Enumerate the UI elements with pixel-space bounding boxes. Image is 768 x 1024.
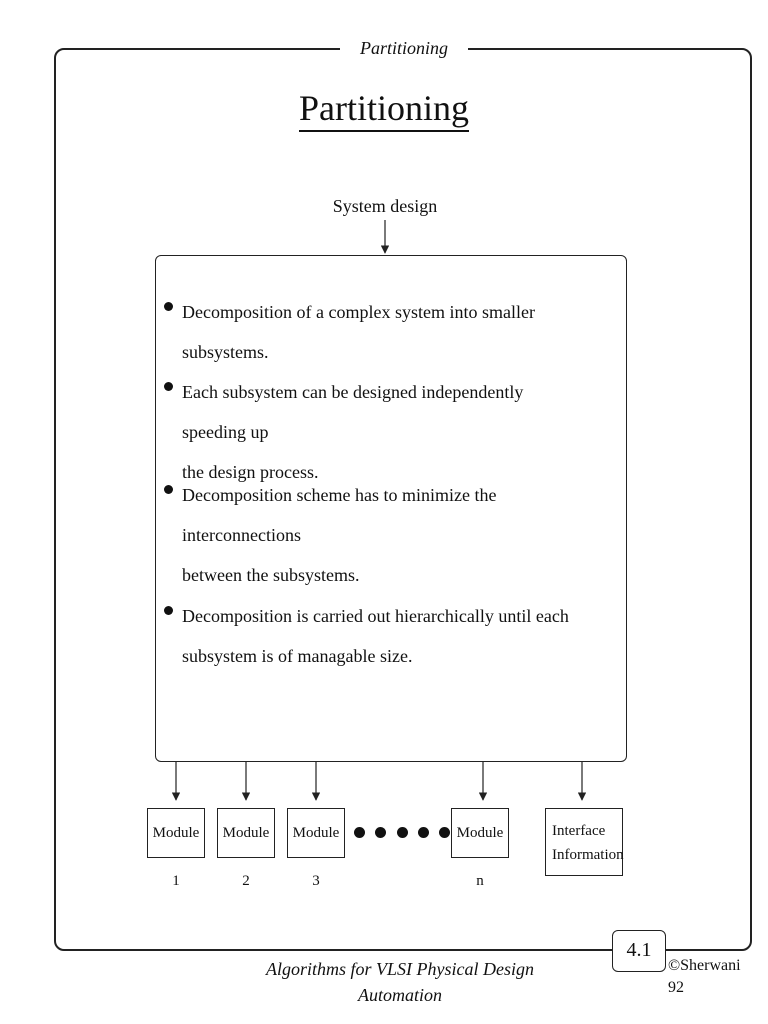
bullet-item — [164, 372, 584, 492]
dot-icon — [397, 827, 408, 838]
bullet-text: between the subsystems. — [182, 565, 360, 585]
copyright-notice: ©Sherwani 92 — [668, 957, 741, 996]
system-design-label: System design — [332, 196, 438, 216]
bullet-item — [164, 475, 584, 595]
module-n-box: Module n — [451, 808, 509, 858]
ellipsis-dots — [354, 820, 450, 844]
page-title-text: Partitioning — [299, 88, 469, 132]
interface-line: Information — [552, 847, 624, 863]
footer-book-title: Algorithms for VLSI Physical Design Automation — [266, 959, 534, 1005]
module-3-box: Module 3 — [287, 808, 345, 858]
bullet-text: Decomposition scheme has to minimize the interconnections — [182, 485, 497, 545]
bullet-text: Decomposition is carried out hierarchically until each — [182, 606, 569, 626]
bullet-text: Each subsystem can be designed independently speeding up — [182, 382, 524, 442]
page-number: 4.1 — [612, 930, 666, 972]
bullet-icon — [164, 485, 173, 494]
bullet-item — [164, 596, 584, 676]
bullet-icon — [164, 606, 173, 615]
interface-line: Interface — [552, 823, 606, 839]
dot-icon — [354, 827, 365, 838]
bullet-icon — [164, 382, 173, 391]
module-1-box: Module 1 — [147, 808, 205, 858]
frame-caption: Partitioning — [340, 36, 468, 60]
dot-icon — [418, 827, 429, 838]
bullet-text: Decomposition of a complex system into smaller subsystems. — [182, 302, 535, 362]
dot-icon — [375, 827, 386, 838]
bullet-item — [164, 292, 584, 372]
bullet-icon — [164, 302, 173, 311]
interface-information-box — [545, 808, 623, 876]
bullet-text: the design process. — [182, 462, 319, 482]
module-2-box: Module 2 — [217, 808, 275, 858]
bullet-text: subsystem is of managable size. — [182, 646, 413, 666]
dot-icon — [439, 827, 450, 838]
